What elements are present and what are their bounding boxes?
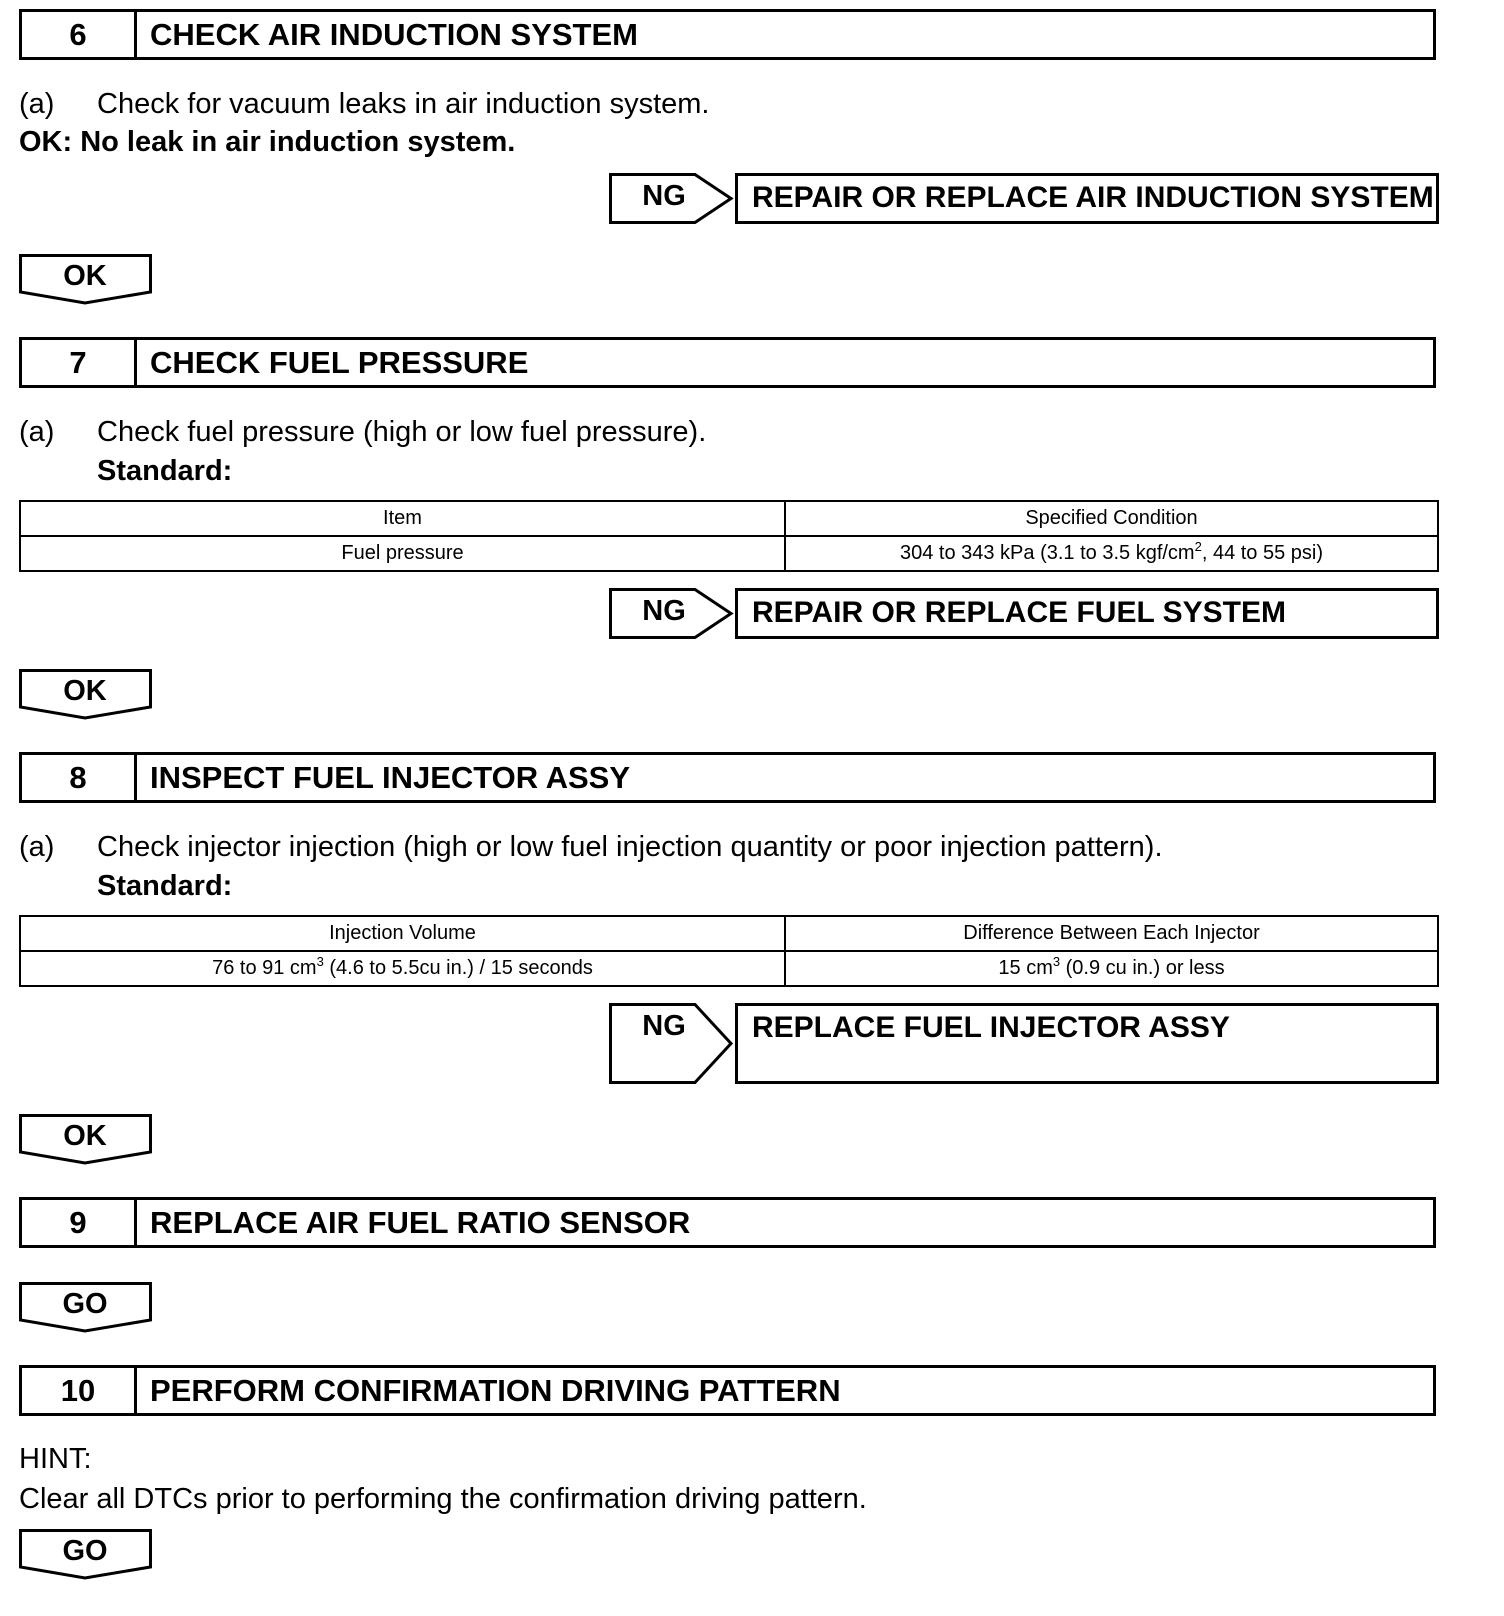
- ok-label: OK: [63, 260, 107, 292]
- table-header-cell: Injection Volume: [20, 916, 785, 951]
- step-10-header: [19, 1365, 1436, 1416]
- step-title: CHECK AIR INDUCTION SYSTEM: [150, 16, 638, 52]
- ng-branch-marker: [609, 173, 734, 224]
- table-header-cell: Difference Between Each Injector: [785, 916, 1438, 951]
- standard-label: Standard:: [97, 870, 233, 902]
- superscript: 3: [316, 954, 324, 969]
- go-next-marker: [19, 1529, 155, 1581]
- superscript: 2: [1194, 539, 1202, 554]
- superscript: 3: [1052, 954, 1061, 969]
- step-number: 10: [22, 1368, 137, 1413]
- step-7-header: [19, 337, 1436, 388]
- fuel-pressure-spec-table: [19, 500, 1439, 572]
- go-next-marker: [19, 1282, 155, 1334]
- step-9-header: [19, 1197, 1436, 1248]
- ok-next-marker: [19, 1114, 155, 1166]
- step-6-header: [19, 9, 1436, 60]
- item-marker: (a): [19, 416, 55, 448]
- ng-label: NG: [642, 1010, 686, 1042]
- ng-action-box: REPAIR OR REPLACE FUEL SYSTEM: [735, 588, 1439, 639]
- instruction-text: Check fuel pressure (high or low fuel pressure).: [97, 416, 707, 448]
- injector-spec-table: [19, 915, 1439, 987]
- value-text: (4.6 to 5.5cu in.) / 15 seconds: [323, 957, 593, 979]
- step-title: CHECK FUEL PRESSURE: [150, 344, 529, 380]
- value-text: 304 to 343 kPa (3.1 to 3.5 kgf/cm: [899, 542, 1195, 564]
- value-text: (0.9 cu in.) or less: [1060, 957, 1225, 979]
- ok-label: OK: [63, 1120, 107, 1152]
- value-text: 15 cm: [998, 957, 1053, 979]
- step-number: 9: [22, 1200, 137, 1245]
- item-marker: (a): [19, 831, 55, 863]
- table-header-cell: Item: [20, 501, 785, 536]
- value-text: 76 to 91 cm: [212, 957, 317, 979]
- ok-condition: OK: No leak in air induction system.: [19, 126, 516, 158]
- ok-next-marker: [19, 254, 155, 306]
- step-title: PERFORM CONFIRMATION DRIVING PATTERN: [150, 1372, 841, 1408]
- ng-action-box: REPAIR OR REPLACE AIR INDUCTION SYSTEM: [735, 173, 1439, 224]
- go-label: GO: [62, 1535, 108, 1567]
- ok-label: OK: [63, 675, 107, 707]
- ok-next-marker: [19, 669, 155, 721]
- table-row: [20, 536, 1438, 571]
- table-header-row: [20, 916, 1438, 951]
- instruction-text: Check injector injection (high or low fuel injection quantity or poor injection pattern).: [97, 831, 1163, 863]
- ng-action-box: REPLACE FUEL INJECTOR ASSY: [735, 1003, 1439, 1084]
- step-number: 8: [22, 755, 137, 800]
- ng-label: NG: [642, 180, 686, 212]
- step-title: REPLACE AIR FUEL RATIO SENSOR: [150, 1204, 691, 1240]
- hint-label: HINT:: [19, 1443, 92, 1475]
- step-number: 7: [22, 340, 137, 385]
- table-row: [20, 951, 1438, 986]
- table-cell: [20, 951, 785, 986]
- standard-label: Standard:: [97, 455, 233, 487]
- step-title: INSPECT FUEL INJECTOR ASSY: [150, 759, 631, 795]
- hint-text: Clear all DTCs prior to performing the confirmation driving pattern.: [19, 1483, 867, 1515]
- ng-branch-marker: [609, 588, 734, 639]
- table-cell: Fuel pressure: [20, 536, 785, 571]
- ng-branch-marker: [609, 1003, 734, 1084]
- step-8-header: [19, 752, 1436, 803]
- go-label: GO: [62, 1288, 108, 1320]
- instruction-text: Check for vacuum leaks in air induction system.: [97, 88, 710, 120]
- table-header-cell: Specified Condition: [785, 501, 1438, 536]
- table-cell: [785, 536, 1438, 571]
- value-text: , 44 to 55 psi): [1201, 542, 1324, 564]
- step-number: 6: [22, 12, 137, 57]
- item-marker: (a): [19, 88, 55, 120]
- ng-label: NG: [642, 595, 686, 627]
- table-header-row: [20, 501, 1438, 536]
- table-cell: [785, 951, 1438, 986]
